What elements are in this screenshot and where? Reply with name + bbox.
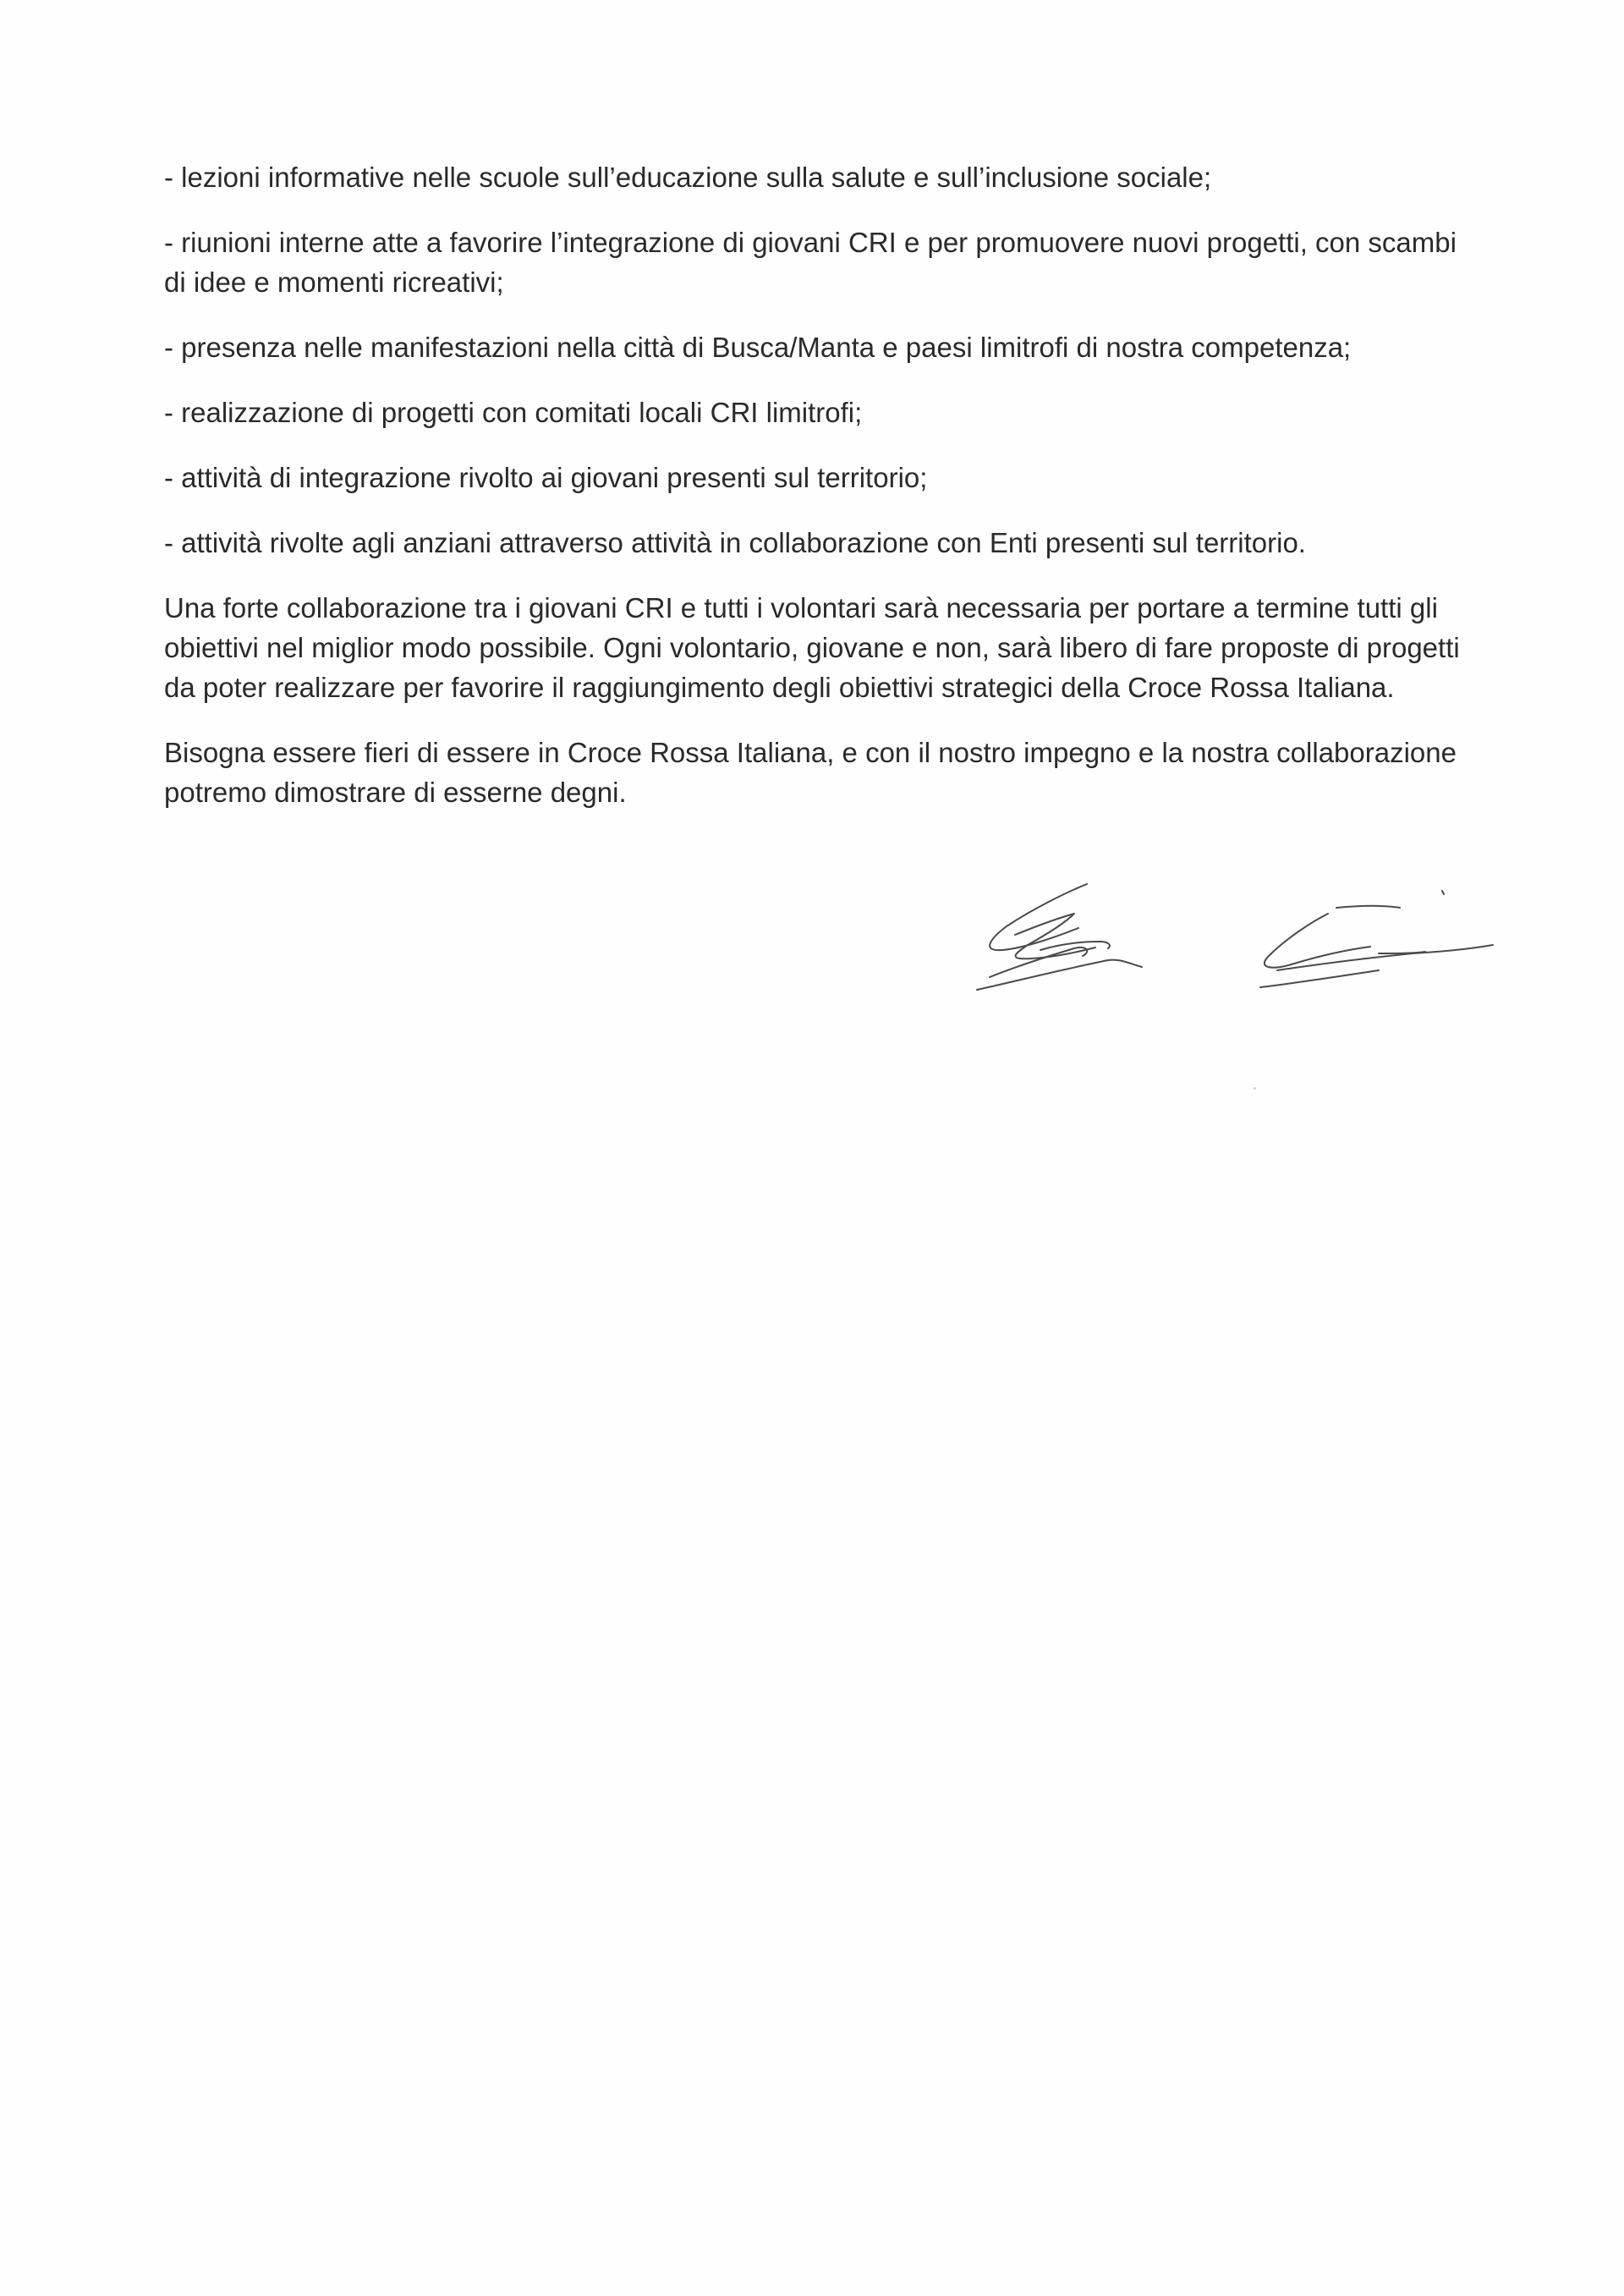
body-paragraph: Bisogna essere fieri di essere in Croce Rossa Italiana, e con il nostro impegno e la nostra collaborazione potremo dimostrare di esserne degni. xyxy=(164,737,1457,808)
list-item: - lezioni informative nelle scuole sull’educazione sulla salute e sull’inclusione sociale; xyxy=(164,162,1212,193)
list-item: - attività rivolte agli anziani attraverso attività in collaborazione con Enti presenti sul territorio. xyxy=(164,527,1306,558)
handwritten-signature xyxy=(939,876,1497,1024)
list-item: - riunioni interne atte a favorire l’integrazione di giovani CRI e per promuovere nuovi progetti, con scambi di idee e momenti ricreativi; xyxy=(164,227,1457,298)
body-paragraph: Una forte collaborazione tra i giovani CRI e tutti i volontari sarà necessaria per portare a termine tutti gli obiettivi nel miglior modo possibile. Ogni volontario, giovane e non, sarà libero di fare proposte di progetti da poter realizzare per favorire il raggiungimento degli obiettivi strategici della Croce Rossa Italiana. xyxy=(164,592,1460,703)
scan-speck xyxy=(1254,1087,1256,1090)
list-item: - attività di integrazione rivolto ai giovani presenti sul territorio; xyxy=(164,462,928,493)
list-item: - presenza nelle manifestazioni nella città di Busca/Manta e paesi limitrofi di nostra competenza; xyxy=(164,332,1352,363)
document-body xyxy=(164,157,1484,838)
list-item: - realizzazione di progetti con comitati locali CRI limitrofi; xyxy=(164,397,863,428)
